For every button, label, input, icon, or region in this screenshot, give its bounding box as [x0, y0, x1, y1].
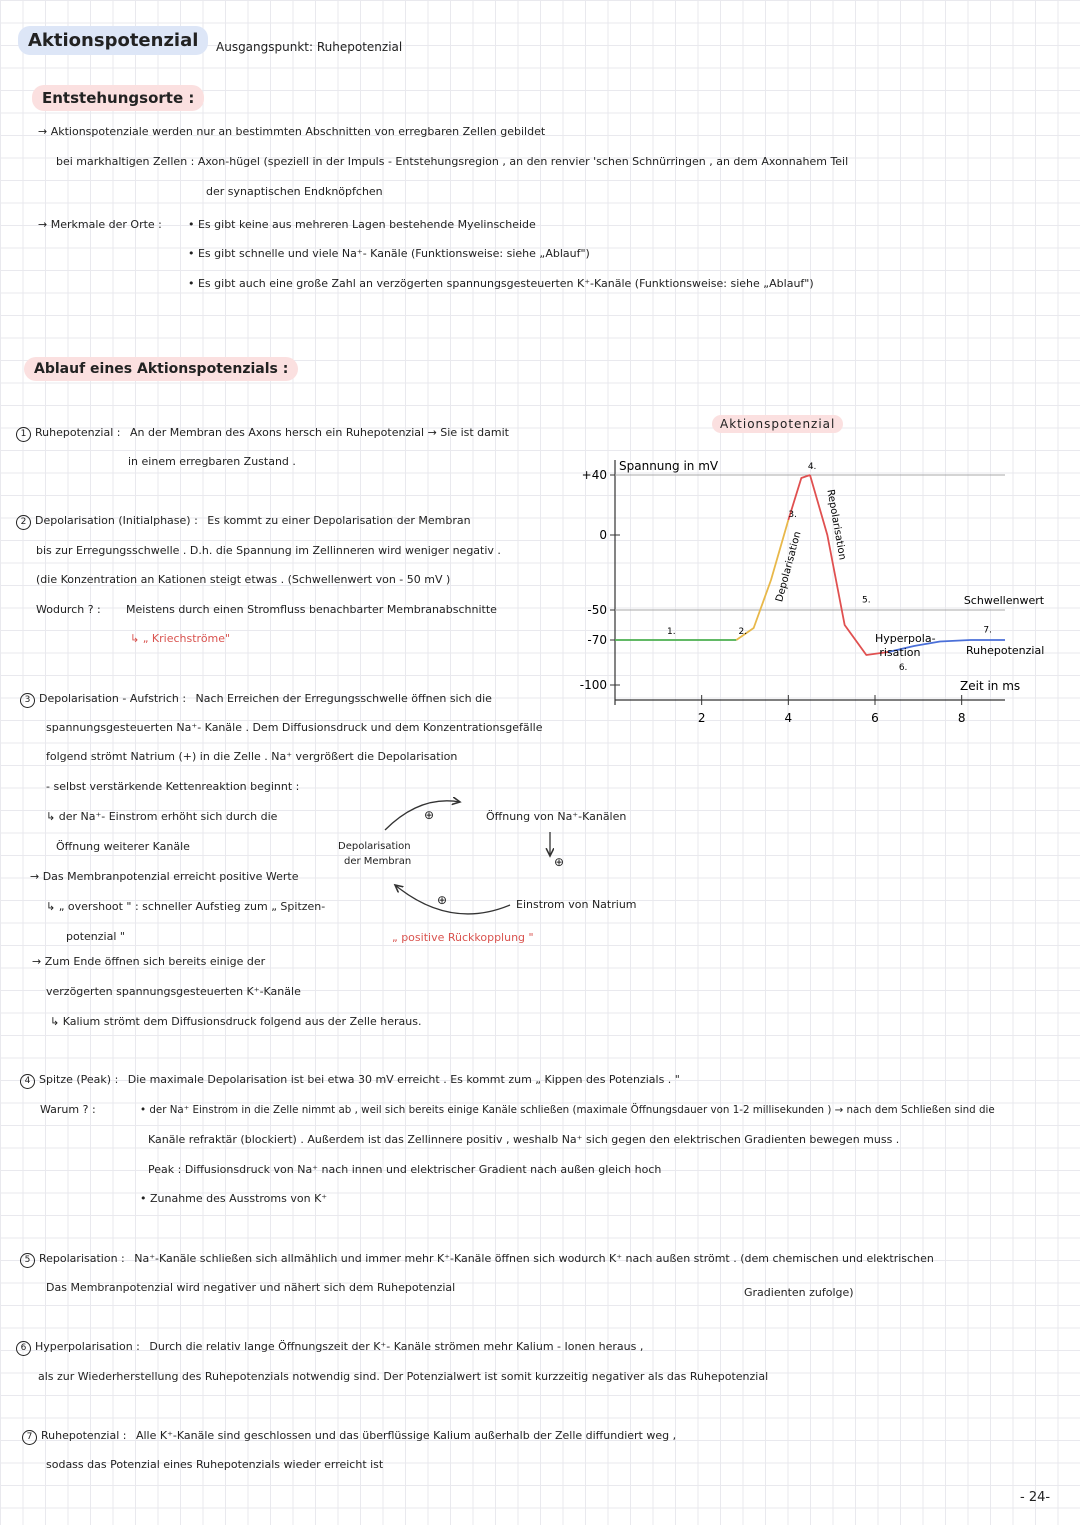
point-label: 1.	[667, 627, 676, 637]
step-number: 7	[22, 1430, 37, 1445]
step3-row	[20, 692, 492, 708]
step3-label: Depolarisation - Aufstrich :	[39, 692, 187, 705]
y-tick-label: -100	[579, 678, 607, 692]
page-number: - 24-	[1020, 1490, 1051, 1505]
hyperpolarisation-label: Hyperpola-	[875, 632, 936, 645]
step-number: 3	[20, 693, 35, 708]
step3-line: - selbst verstärkende Kettenreaktion beginnt :	[46, 780, 300, 793]
point-label: 7.	[983, 625, 992, 636]
step-number: 4	[20, 1074, 35, 1089]
chart-title: Aktionspotenzial	[712, 415, 843, 433]
origin-heading: Entstehungsorte :	[32, 85, 204, 111]
action-potential-chart	[565, 440, 1045, 730]
step4-text: Die maximale Depolarisation ist bei etwa 30 mV erreicht . Es kommt zum „ Kippen des Potenzials . "	[127, 1073, 680, 1086]
step4-l2: Kanäle refraktär (blockiert) . Außerdem ist das Zellinnere positiv , weshalb Na⁺ sich gegen den elektrischen Gradienten bewegen muss .	[148, 1133, 900, 1146]
step4-label: Spitze (Peak) :	[39, 1073, 119, 1086]
x-axis-label: Zeit in ms	[960, 679, 1021, 693]
step4-l1: • der Na⁺ Einstrom in die Zelle nimmt ab , weil sich bereits einige Kanäle schließen (maximale Öffnungsdauer von 1-2 millisekunden ) → nach dem Schließen sind die	[140, 1104, 995, 1116]
step3-line: folgend strömt Natrium (+) in die Zelle . Na⁺ vergrößert die Depolarisation	[46, 750, 458, 763]
step2-text: Es kommt zu einer Depolarisation der Membran	[207, 514, 471, 527]
y-tick-label: 0	[599, 528, 607, 542]
point-label: 4.	[807, 462, 817, 472]
step6-row	[16, 1340, 643, 1356]
step5-row	[20, 1252, 934, 1268]
step4-l3: Peak : Diffusionsdruck von Na⁺ nach innen und elektrischer Gradient nach außen gleich hoch	[148, 1163, 662, 1176]
step2-line3: (die Konzentration an Kationen steigt etwas . (Schwellenwert von - 50 mV )	[36, 573, 451, 586]
depolarisation-label: Depolarisation	[774, 530, 804, 604]
step3-text: Nach Erreichen der Erregungsschwelle öffnen sich die	[195, 692, 492, 705]
cycle-arrow	[385, 801, 460, 830]
y-tick-label: -70	[587, 633, 607, 647]
x-tick-label: 8	[957, 711, 966, 725]
page-title: Aktionspotenzial	[18, 26, 208, 55]
step6-text: Durch die relativ lange Öffnungszeit der K⁺- Kanäle strömen mehr Kalium - Ionen heraus ,	[149, 1340, 644, 1353]
y-tick-label: -50	[587, 603, 607, 617]
process-heading: Ablauf eines Aktionspotenzials :	[24, 357, 298, 381]
step5-text: Na⁺-Kanäle schließen sich allmählich und immer mehr K⁺-Kanäle öffnen sich wodurch K⁺ nach außen strömt . (dem chemischen und elektrischen	[134, 1252, 934, 1265]
step2-line4: Meistens durch einen Stromfluss benachbarter Membranabschnitte	[126, 603, 497, 616]
resting-label: Ruhepotenzial	[966, 644, 1045, 657]
plus-icon: ⊕	[437, 893, 448, 907]
step3-line: → Das Membranpotenzial erreicht positive Werte	[30, 870, 299, 883]
repolarisation-label: Repolarisation	[824, 488, 848, 561]
point-label: 6.	[898, 663, 908, 673]
y-tick-label: +40	[581, 468, 607, 482]
cycle-arrow	[395, 885, 510, 914]
step2-line5: ↳ „ Kriechströme"	[130, 632, 231, 645]
step5-l3: Gradienten zufolge)	[744, 1286, 854, 1299]
step6-l2: als zur Wiederherstellung des Ruhepotenzials notwendig sind. Der Potenzialwert ist somit kurzzeitig negativer als das Ruhepotenzial	[38, 1370, 769, 1383]
step1-text: An der Membran des Axons hersch ein Ruhepotenzial → Sie ist damit	[129, 426, 509, 439]
step3-line: verzögerten spannungsgesteuerten K⁺-Kanäle	[46, 985, 301, 998]
step1-label: Ruhepotenzial :	[35, 426, 121, 439]
step7-l2: sodass das Potenzial eines Ruhepotenzials wieder erreicht ist	[46, 1458, 384, 1471]
cycle-caption: „ positive Rückkopplung "	[392, 931, 534, 944]
cycle-node-depol: Depolarisation	[338, 841, 411, 852]
point-label: 2.	[738, 627, 748, 637]
cycle-node-channels: Öffnung von Na⁺-Kanälen	[486, 810, 627, 823]
plus-icon: ⊕	[424, 808, 435, 822]
step-number: 1	[16, 427, 31, 442]
features-label: → Merkmale der Orte :	[38, 218, 162, 231]
origin-line2: bei markhaltigen Zellen : Axon-hügel (speziell in der Impuls - Entstehungsregion , an den renvier 'schen Schnürringen , an dem Axonnahem Teil	[56, 155, 849, 168]
point-label: 5.	[862, 595, 871, 606]
step5-l2: Das Membranpotenzial wird negativer und nähert sich dem Ruhepotenzial	[46, 1281, 456, 1294]
point-label: 3.	[788, 510, 797, 520]
x-tick-label: 4	[784, 711, 793, 725]
step3-line: potenzial "	[66, 930, 125, 943]
y-axis-label: Spannung in mV	[619, 459, 719, 473]
step3-line: spannungsgesteuerten Na⁺- Kanäle . Dem Diffusionsdruck und dem Konzentrationsgefälle	[46, 721, 543, 734]
step7-text: Alle K⁺-Kanäle sind geschlossen und das überflüssige Kalium außerhalb der Zelle diffundiert weg ,	[135, 1429, 677, 1442]
step4-why: Warum ? :	[40, 1103, 96, 1116]
threshold-label: Schwellenwert	[963, 594, 1045, 607]
step2-row	[16, 514, 471, 530]
cycle-node-influx: Einstrom von Natrium	[516, 898, 637, 911]
step3-line: ↳ der Na⁺- Einstrom erhöht sich durch die	[46, 810, 278, 823]
step3-line: → Zum Ende öffnen sich bereits einige der	[32, 955, 266, 968]
step3-line: Öffnung weiterer Kanäle	[56, 840, 190, 853]
step3-line: ↳ Kalium strömt dem Diffusionsdruck folgend aus der Zelle heraus.	[50, 1015, 422, 1028]
step7-label: Ruhepotenzial :	[41, 1429, 127, 1442]
x-tick-label: 2	[697, 711, 706, 725]
step5-label: Repolarisation :	[39, 1252, 125, 1265]
step1-text2: in einem erregbaren Zustand .	[128, 455, 296, 468]
step3-line: ↳ „ overshoot " : schneller Aufstieg zum „ Spitzen-	[46, 900, 326, 913]
step7-row	[22, 1429, 676, 1445]
step4-row	[20, 1073, 680, 1089]
x-tick-label: 6	[871, 711, 879, 725]
origin-line1: → Aktionspotenziale werden nur an bestimmten Abschnitten von erregbaren Zellen gebildet	[38, 125, 546, 138]
feature-item: • Es gibt auch eine große Zahl an verzögerten spannungsgesteuerten K⁺-Kanäle (Funktionsweise: siehe „Ablauf")	[188, 277, 814, 290]
step-number: 6	[16, 1341, 31, 1356]
step-number: 2	[16, 515, 31, 530]
step2-line2: bis zur Erregungsschwelle . D.h. die Spannung im Zellinneren wird weniger negativ .	[36, 544, 501, 557]
series-line	[810, 475, 888, 655]
plus-icon: ⊕	[554, 855, 565, 869]
step6-label: Hyperpolarisation :	[35, 1340, 140, 1353]
origin-line3: der synaptischen Endknöpfchen	[206, 185, 383, 198]
step2-label: Depolarisation (Initialphase) :	[35, 514, 198, 527]
cycle-node-depol-2: der Membran	[344, 856, 412, 867]
hyperpolarisation-label-2: risation	[879, 646, 921, 659]
feature-item: • Es gibt schnelle und viele Na⁺- Kanäle (Funktionsweise: siehe „Ablauf")	[188, 247, 590, 260]
subtitle: Ausgangspunkt: Ruhepotenzial	[216, 40, 403, 54]
step1-row	[16, 426, 509, 442]
step2-line4-label: Wodurch ? :	[36, 603, 101, 616]
step4-l4: • Zunahme des Ausstroms von K⁺	[140, 1192, 328, 1205]
step-number: 5	[20, 1253, 35, 1268]
feature-item: • Es gibt keine aus mehreren Lagen bestehende Myelinscheide	[188, 218, 536, 231]
